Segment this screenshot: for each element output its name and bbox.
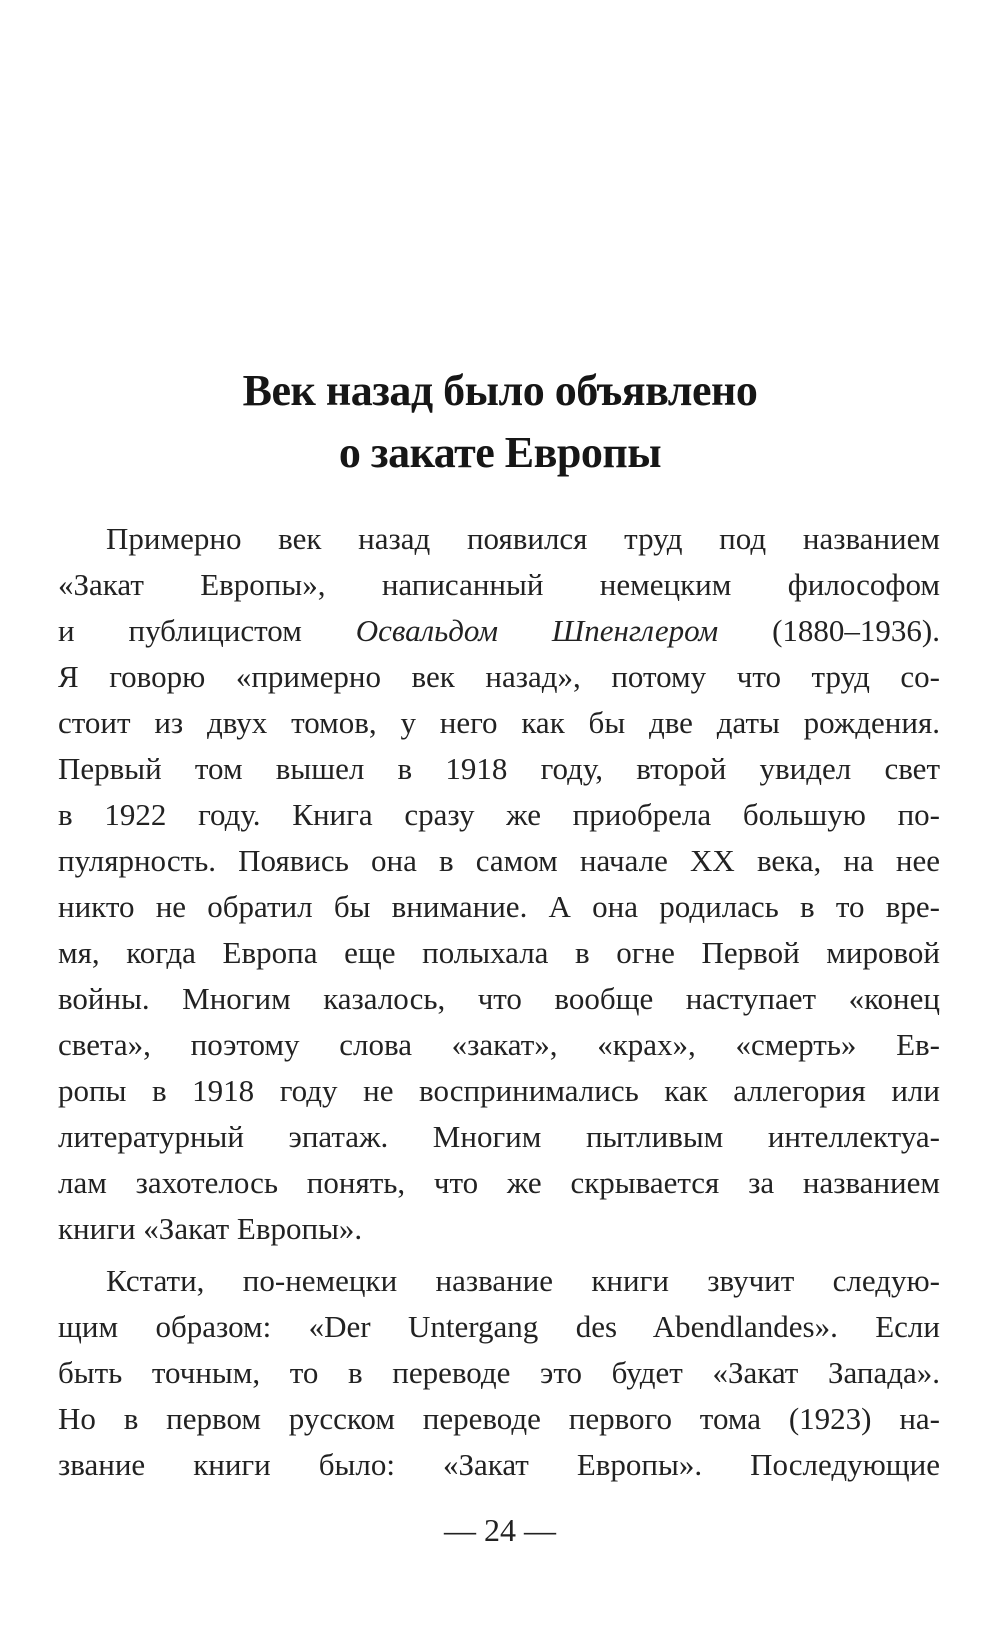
heading-line-1: Век назад было объявлено bbox=[242, 366, 758, 415]
text-line: Первый том вышел в 1918 году, второй увидел свет bbox=[58, 751, 940, 786]
text-line: лам захотелось понять, что же скрывается за названием bbox=[58, 1165, 940, 1200]
author-name-italic: Освальдом Шпенглером bbox=[355, 613, 719, 648]
text-line: «Закат Европы», написанный немецким философом bbox=[58, 567, 940, 602]
text-line: и публицистом Освальдом Шпенглером (1880–1936). bbox=[58, 613, 941, 648]
text-line: Но в первом русском переводе первого тома (1923) на- bbox=[58, 1401, 940, 1436]
text-line: никто не обратил бы внимание. А она родилась в то вре- bbox=[58, 889, 940, 924]
text-line: Я говорю «примерно век назад», потому что труд со- bbox=[58, 659, 940, 694]
text-line: Примерно век назад появился труд под названием bbox=[106, 521, 940, 556]
chapter-heading bbox=[0, 360, 1000, 484]
paragraph-1 bbox=[58, 516, 940, 1252]
text-line: Кстати, по-немецки название книги звучит следую- bbox=[106, 1263, 940, 1298]
text-line: звание книги было: «Закат Европы». Последующие bbox=[58, 1447, 940, 1482]
text-line: света», поэтому слова «закат», «крах», «смерть» Ев- bbox=[58, 1027, 940, 1062]
text-line: щим образом: «Der Untergang des Abendlandes». Если bbox=[58, 1309, 940, 1344]
text-line: мя, когда Европа еще полыхала в огне Первой мировой bbox=[58, 935, 940, 970]
text-line: в 1922 году. Книга сразу же приобрела большую по- bbox=[58, 797, 940, 832]
text-line: пулярность. Появись она в самом начале XX века, на нее bbox=[58, 843, 940, 878]
paragraph-2 bbox=[58, 1258, 940, 1488]
page-number: — 24 — bbox=[444, 1512, 556, 1548]
text-line: войны. Многим казалось, что вообще наступает «конец bbox=[58, 981, 940, 1016]
text-line: литературный эпатаж. Многим пытливым интеллектуа- bbox=[58, 1119, 940, 1154]
text-line: ропы в 1918 году не воспринимались как аллегория или bbox=[58, 1073, 940, 1108]
text-line: стоит из двух томов, у него как бы две даты рождения. bbox=[58, 705, 940, 740]
text-line: быть точным, то в переводе это будет «Закат Запада». bbox=[58, 1355, 940, 1390]
heading-line-2: о закате Европы bbox=[338, 428, 662, 477]
text-line: книги «Закат Европы». bbox=[58, 1211, 363, 1246]
body-text bbox=[58, 516, 940, 1488]
